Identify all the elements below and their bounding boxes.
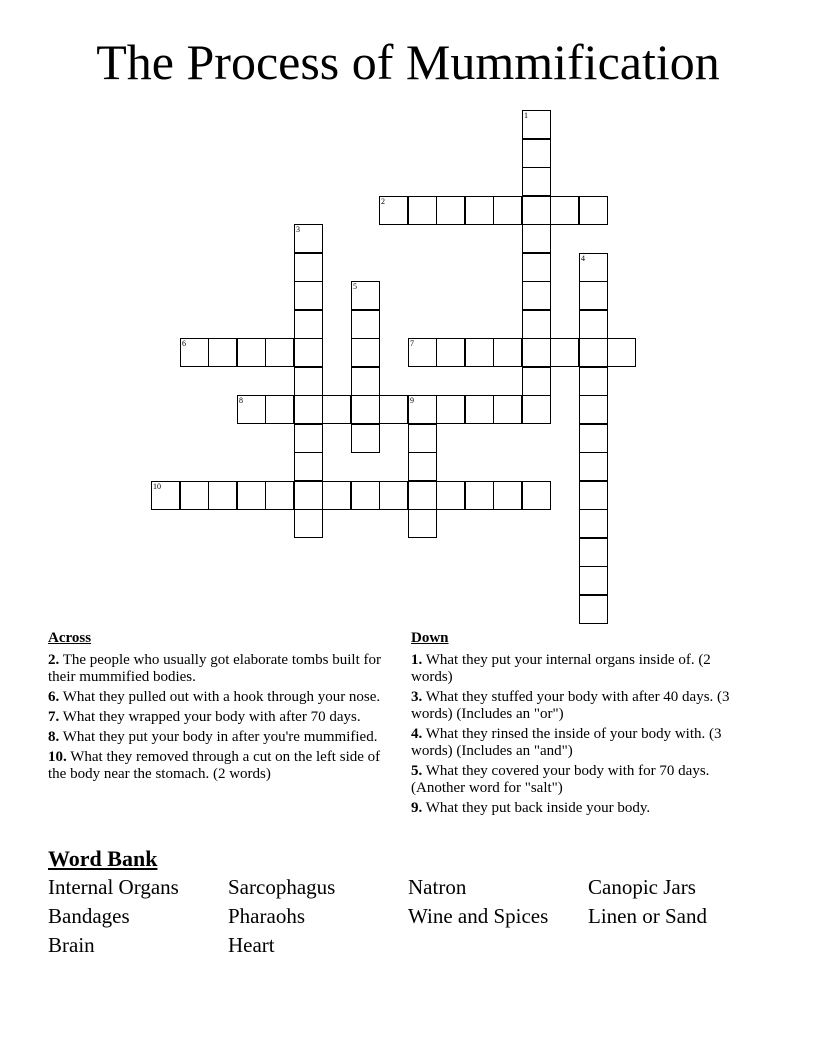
down-heading: Down — [411, 630, 449, 646]
grid-cell[interactable] — [579, 395, 608, 424]
word-bank-item: Canopic Jars — [588, 875, 696, 899]
clue-text: What they put your internal organs inside of. (2 words) — [411, 652, 711, 685]
grid-cell[interactable] — [522, 281, 551, 310]
clue-number-label: 3 — [296, 225, 300, 234]
down-clue — [411, 689, 751, 723]
grid-cell[interactable] — [265, 395, 294, 424]
grid-cell[interactable] — [493, 338, 522, 367]
clue-text: What they put your body in after you're mummified. — [62, 729, 378, 745]
grid-cell[interactable] — [493, 196, 522, 225]
grid-cell[interactable] — [465, 338, 494, 367]
grid-cell[interactable] — [294, 224, 323, 253]
grid-cell[interactable] — [436, 338, 465, 367]
grid-cell[interactable] — [579, 310, 608, 339]
grid-cell[interactable] — [493, 481, 522, 510]
grid-cell[interactable] — [351, 281, 380, 310]
grid-cell[interactable] — [522, 253, 551, 282]
clue-number-label: 2 — [381, 197, 385, 206]
grid-cell[interactable] — [465, 481, 494, 510]
page-title: The Process of Mummification — [96, 34, 720, 90]
across-clue — [48, 689, 388, 706]
clue-number: 7. — [48, 709, 60, 725]
grid-cell[interactable] — [579, 595, 608, 624]
grid-cell[interactable] — [408, 452, 437, 481]
grid-cell[interactable] — [351, 338, 380, 367]
grid-cell[interactable] — [294, 452, 323, 481]
grid-cell[interactable] — [408, 196, 437, 225]
word-bank-item: Heart — [228, 933, 275, 957]
word-bank-item: Linen or Sand — [588, 904, 707, 928]
clue-number: 1. — [411, 652, 423, 668]
grid-cell[interactable] — [265, 481, 294, 510]
clue-text: What they removed through a cut on the left side of the body near the stomach. (2 words) — [48, 749, 381, 782]
grid-cell[interactable] — [208, 338, 237, 367]
word-bank — [48, 873, 768, 960]
word-bank-item: Sarcophagus — [228, 875, 336, 899]
grid-cell[interactable] — [465, 196, 494, 225]
clue-number-label: 10 — [153, 482, 161, 491]
clue-number-label: 4 — [581, 254, 585, 263]
grid-cell[interactable] — [294, 281, 323, 310]
word-bank-item: Bandages — [48, 904, 130, 928]
grid-cell[interactable] — [408, 338, 437, 367]
clue-number: 10. — [48, 749, 67, 765]
clue-text: What they covered your body with for 70 days. (Another word for "salt") — [411, 763, 710, 796]
grid-cell[interactable] — [579, 452, 608, 481]
clue-number-label: 8 — [239, 396, 243, 405]
grid-cell[interactable] — [579, 196, 608, 225]
grid-cell[interactable] — [436, 481, 465, 510]
grid-cell[interactable] — [294, 367, 323, 396]
across-clue — [48, 652, 388, 686]
across-clue — [48, 749, 388, 783]
clue-text: What they put back inside your body. — [425, 800, 651, 816]
down-clue — [411, 726, 751, 760]
grid-cell[interactable] — [237, 338, 266, 367]
grid-cell[interactable] — [151, 481, 180, 510]
grid-cell[interactable] — [294, 424, 323, 453]
across-heading: Across — [48, 630, 92, 646]
clue-number: 8. — [48, 729, 60, 745]
grid-cell[interactable] — [294, 481, 323, 510]
clue-number-label: 5 — [353, 282, 357, 291]
grid-cell[interactable] — [208, 481, 237, 510]
grid-cell[interactable] — [265, 338, 294, 367]
clue-text: What they pulled out with a hook through your nose. — [62, 689, 381, 705]
grid-cell[interactable] — [294, 310, 323, 339]
clue-number: 3. — [411, 689, 423, 705]
grid-cell[interactable] — [351, 424, 380, 453]
clue-number-label: 7 — [410, 339, 414, 348]
grid-cell[interactable] — [579, 338, 608, 367]
grid-cell[interactable] — [579, 367, 608, 396]
down-clue — [411, 763, 751, 797]
grid-cell[interactable] — [180, 481, 209, 510]
grid-cell[interactable] — [436, 196, 465, 225]
grid-cell[interactable] — [522, 167, 551, 196]
grid-cell[interactable] — [522, 481, 551, 510]
grid-cell[interactable] — [237, 395, 266, 424]
grid-cell[interactable] — [408, 395, 437, 424]
grid-cell[interactable] — [379, 395, 408, 424]
clue-number: 6. — [48, 689, 60, 705]
clue-text: The people who usually got elaborate tombs built for their mummified bodies. — [48, 652, 381, 685]
word-bank-item: Brain — [48, 933, 95, 957]
clue-number-label: 9 — [410, 396, 414, 405]
across-clue — [48, 729, 388, 746]
grid-cell[interactable] — [351, 367, 380, 396]
grid-cell[interactable] — [579, 481, 608, 510]
grid-cell[interactable] — [322, 481, 351, 510]
grid-cell[interactable] — [579, 424, 608, 453]
clue-number-label: 6 — [182, 339, 186, 348]
grid-cell[interactable] — [522, 139, 551, 168]
grid-cell[interactable] — [351, 395, 380, 424]
clue-text: What they rinsed the inside of your body with. (3 words) (Includes an "and") — [411, 726, 722, 759]
grid-cell[interactable] — [522, 338, 551, 367]
clue-text: What they wrapped your body with after 70 days. — [62, 709, 361, 725]
word-bank-item: Internal Organs — [48, 875, 179, 899]
grid-cell[interactable] — [180, 338, 209, 367]
grid-cell[interactable] — [408, 481, 437, 510]
word-bank-title: Word Bank — [48, 846, 158, 871]
clue-text: What they stuffed your body with after 40 days. (3 words) (Includes an "or") — [411, 689, 730, 722]
grid-cell[interactable] — [294, 509, 323, 538]
grid-cell[interactable] — [237, 481, 266, 510]
grid-cell[interactable] — [522, 310, 551, 339]
grid-cell[interactable] — [579, 509, 608, 538]
grid-cell[interactable] — [436, 395, 465, 424]
grid-cell[interactable] — [522, 196, 551, 225]
grid-cell[interactable] — [522, 110, 551, 139]
grid-cell[interactable] — [379, 481, 408, 510]
grid-cell[interactable] — [379, 196, 408, 225]
grid-cell[interactable] — [522, 395, 551, 424]
grid-cell[interactable] — [522, 367, 551, 396]
grid-cell[interactable] — [351, 310, 380, 339]
clue-number: 5. — [411, 763, 423, 779]
word-bank-item: Natron — [408, 875, 467, 899]
down-clues — [411, 630, 751, 820]
clue-number: 4. — [411, 726, 423, 742]
grid-cell[interactable] — [550, 196, 579, 225]
grid-cell[interactable] — [607, 338, 636, 367]
grid-cell[interactable] — [465, 395, 494, 424]
grid-cell[interactable] — [351, 481, 380, 510]
down-clue — [411, 800, 751, 817]
clue-number-label: 1 — [524, 111, 528, 120]
across-clues — [48, 630, 388, 786]
grid-cell[interactable] — [294, 253, 323, 282]
word-bank-item: Pharaohs — [228, 904, 305, 928]
clue-number: 2. — [48, 652, 60, 668]
grid-cell[interactable] — [579, 281, 608, 310]
grid-cell[interactable] — [550, 338, 579, 367]
grid-cell[interactable] — [522, 224, 551, 253]
grid-cell[interactable] — [408, 509, 437, 538]
grid-cell[interactable] — [294, 395, 323, 424]
word-bank-item: Wine and Spices — [408, 904, 549, 928]
grid-cell[interactable] — [579, 253, 608, 282]
grid-cell[interactable] — [294, 338, 323, 367]
grid-cell[interactable] — [408, 424, 437, 453]
across-clue — [48, 709, 388, 726]
grid-cell[interactable] — [493, 395, 522, 424]
clue-number: 9. — [411, 800, 423, 816]
grid-cell[interactable] — [579, 538, 608, 567]
down-clue — [411, 652, 751, 686]
grid-cell[interactable] — [579, 566, 608, 595]
grid-cell[interactable] — [322, 395, 351, 424]
